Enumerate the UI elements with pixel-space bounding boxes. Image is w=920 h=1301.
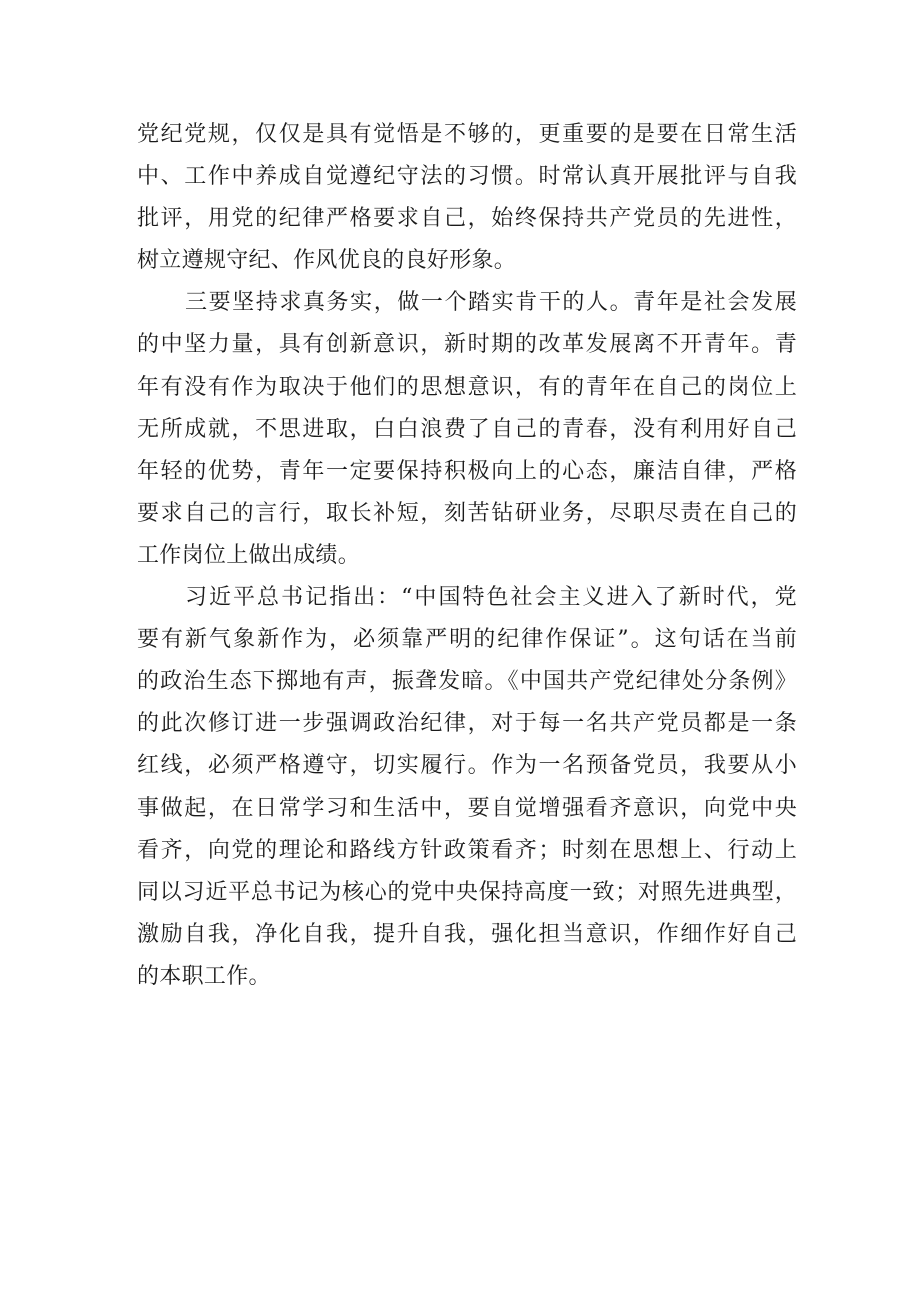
text-line: 无所成就，不思进取，白白浪费了自己的青春，没有利用好自己 [137,416,797,442]
text-line: 要求自己的言行，取长补短，刻苦钻研业务，尽职尽责在自己的 [137,500,797,526]
text-line: 年有没有作为取决于他们的思想意识，有的青年在自己的岗位上 [137,374,797,400]
text-line: 的政治生态下掷地有声，振聋发暗。《中国共产党纪律处分条例》 [137,669,797,695]
text-line: 看齐，向党的理论和路线方针政策看齐；时刻在思想上、行动上 [137,837,797,863]
text-line: 年轻的优势，青年一定要保持积极向上的心态，廉洁自律，严格 [137,458,797,484]
text-line: 党纪党规，仅仅是具有觉悟是不够的，更重要的是要在日常生活 [137,122,797,147]
text-line: 同以习近平总书记为核心的党中央保持高度一致；对照先进典型， [137,879,797,905]
paragraph-2 [137,282,797,577]
paragraph-3 [137,577,797,998]
text-line: 激励自我，净化自我，提升自我，强化担当意识，作细作好自己 [137,921,797,947]
text-line: 的中坚力量，具有创新意识，新时期的改革发展离不开青年。青 [137,332,797,358]
document-body [137,114,797,998]
text-line: 三要坚持求真务实，做一个踏实肯干的人。青年是社会发展 [185,290,797,316]
text-line: 习近平总书记指出：“中国特色社会主义进入了新时代，党 [185,585,797,611]
text-line: 事做起，在日常学习和生活中，要自觉增强看齐意识，向党中央 [137,795,797,821]
text-line: 树立遵规守纪、作风优良的良好形象。 [137,248,517,274]
text-line: 要有新气象新作为，必须靠严明的纪律作保证”。这句话在当前 [137,627,797,653]
text-line: 红线，必须严格遵守，切实履行。作为一名预备党员，我要从小 [137,753,797,779]
text-line: 的此次修订进一步强调政治纪律，对于每一名共产党员都是一条 [137,711,797,737]
text-line: 的本职工作。 [137,963,271,989]
text-line: 中、工作中养成自觉遵纪守法的习惯。时常认真开展批评与自我 [137,164,797,190]
text-line: 工作岗位上做出成绩。 [137,542,361,568]
text-line: 批评，用党的纪律严格要求自己，始终保持共产党员的先进性， [137,206,797,232]
paragraph-1 [137,114,797,282]
